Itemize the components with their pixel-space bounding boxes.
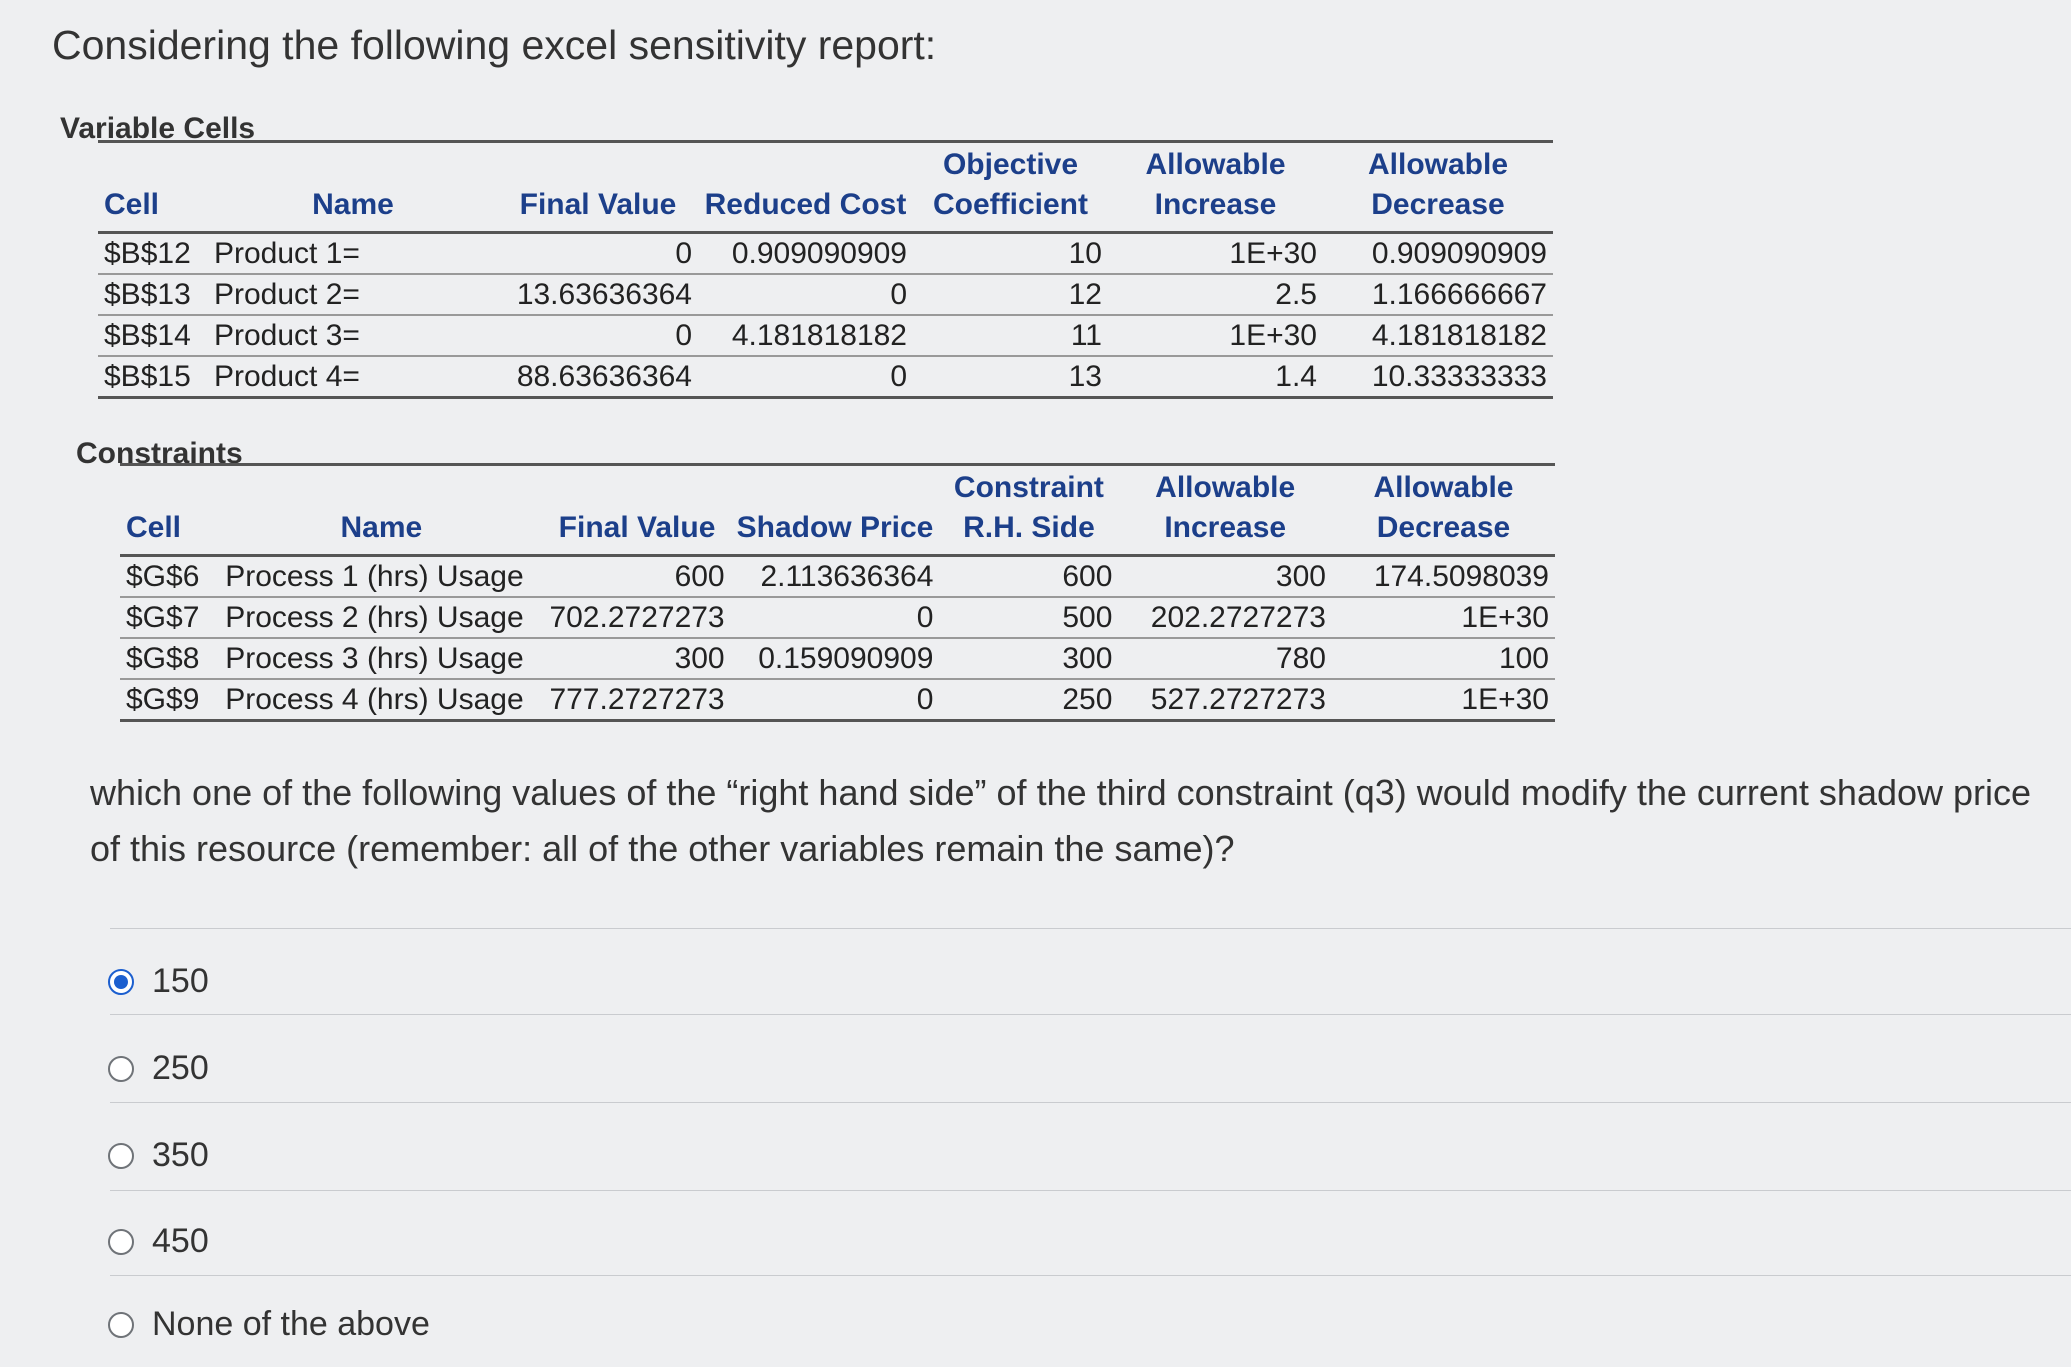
column-header: Allowable Decrease (1332, 465, 1555, 556)
divider (110, 928, 2071, 929)
table-cell: 1E+30 (1108, 233, 1323, 275)
column-header: Name (208, 142, 498, 233)
column-header: Constraint R.H. Side (939, 465, 1118, 556)
table-row (120, 638, 1555, 679)
table-cell: 4.181818182 (698, 315, 913, 356)
option-150[interactable] (108, 962, 209, 1001)
table-cell: 527.2727273 (1118, 679, 1332, 721)
table-cell: Process 4 (hrs) Usage (219, 679, 543, 721)
table-cell: Product 1= (208, 233, 498, 275)
table-cell: 1E+30 (1108, 315, 1323, 356)
table-cell: Product 4= (208, 356, 498, 398)
table-cell: 202.2727273 (1118, 597, 1332, 638)
table-cell: Product 3= (208, 315, 498, 356)
table-cell: $B$15 (98, 356, 208, 398)
table-cell: Product 2= (208, 274, 498, 315)
table-cell: 1E+30 (1332, 679, 1555, 721)
page-title: Considering the following excel sensitivity report: (52, 22, 937, 68)
option-label: 250 (152, 1049, 209, 1087)
table-header-row (98, 142, 1553, 233)
table-cell: $G$6 (120, 556, 219, 598)
table-cell: 13.63636364 (498, 274, 698, 315)
table-cell: 2.113636364 (731, 556, 940, 598)
divider (110, 1102, 2071, 1103)
column-header: Allowable Decrease (1323, 142, 1553, 233)
table-cell: 777.2727273 (543, 679, 730, 721)
table-cell: 300 (939, 638, 1118, 679)
table-cell: 100 (1332, 638, 1555, 679)
table-cell: 1E+30 (1332, 597, 1555, 638)
table-row (98, 274, 1553, 315)
table-cell: 4.181818182 (1323, 315, 1553, 356)
table-cell: 174.5098039 (1332, 556, 1555, 598)
table-row (98, 315, 1553, 356)
table-row (98, 356, 1553, 398)
table-cell: 600 (543, 556, 730, 598)
table-cell: 0 (698, 274, 913, 315)
table-cell: 300 (543, 638, 730, 679)
table-cell: 88.63636364 (498, 356, 698, 398)
table-cell: 500 (939, 597, 1118, 638)
radio-button[interactable] (108, 969, 134, 995)
table-cell: 1.166666667 (1323, 274, 1553, 315)
table-cell: 300 (1118, 556, 1332, 598)
column-header: Name (219, 465, 543, 556)
table-cell: 0 (731, 597, 940, 638)
table-cell: 250 (939, 679, 1118, 721)
table-row (120, 597, 1555, 638)
table-cell: 11 (913, 315, 1108, 356)
option-450[interactable] (108, 1222, 209, 1261)
table-cell: $G$9 (120, 679, 219, 721)
table-cell: 10.33333333 (1323, 356, 1553, 398)
divider (110, 1014, 2071, 1015)
option-label: 150 (152, 962, 209, 1000)
table-row (98, 233, 1553, 275)
variable-cells-table (98, 140, 1553, 399)
table-cell: $B$13 (98, 274, 208, 315)
option-250[interactable] (108, 1049, 209, 1088)
table-cell: $G$7 (120, 597, 219, 638)
table-row (120, 556, 1555, 598)
table-cell: 0.909090909 (1323, 233, 1553, 275)
divider (110, 1190, 2071, 1191)
column-header: Allowable Increase (1108, 142, 1323, 233)
table-cell: 10 (913, 233, 1108, 275)
table-cell: 780 (1118, 638, 1332, 679)
column-header: Cell (120, 465, 219, 556)
option-none-of-the-above[interactable] (108, 1305, 430, 1344)
table-cell: $G$8 (120, 638, 219, 679)
constraints-label: Constraints (76, 437, 243, 470)
table-cell: Process 3 (hrs) Usage (219, 638, 543, 679)
table-cell: $B$14 (98, 315, 208, 356)
table-cell: Process 2 (hrs) Usage (219, 597, 543, 638)
divider (110, 1275, 2071, 1276)
table-cell: $B$12 (98, 233, 208, 275)
table-cell: 12 (913, 274, 1108, 315)
constraints-table (120, 463, 1555, 722)
radio-button[interactable] (108, 1143, 134, 1169)
table-cell: 1.4 (1108, 356, 1323, 398)
option-label: 450 (152, 1222, 209, 1260)
column-header: Shadow Price (731, 465, 940, 556)
table-cell: Process 1 (hrs) Usage (219, 556, 543, 598)
table-cell: 600 (939, 556, 1118, 598)
table-cell: 0.159090909 (731, 638, 940, 679)
table-cell: 2.5 (1108, 274, 1323, 315)
option-label: 350 (152, 1136, 209, 1174)
table-cell: 0 (698, 356, 913, 398)
column-header: Cell (98, 142, 208, 233)
table-row (120, 679, 1555, 721)
radio-button[interactable] (108, 1312, 134, 1338)
table-cell: 0 (731, 679, 940, 721)
column-header: Final Value (543, 465, 730, 556)
column-header: Final Value (498, 142, 698, 233)
table-cell: 0 (498, 233, 698, 275)
column-header: Reduced Cost (698, 142, 913, 233)
radio-button[interactable] (108, 1056, 134, 1082)
column-header: Allowable Increase (1118, 465, 1332, 556)
radio-button[interactable] (108, 1229, 134, 1255)
variable-cells-label: Variable Cells (60, 112, 256, 145)
option-350[interactable] (108, 1136, 209, 1175)
option-label: None of the above (152, 1305, 430, 1343)
table-header-row (120, 465, 1555, 556)
table-cell: 0 (498, 315, 698, 356)
table-cell: 702.2727273 (543, 597, 730, 638)
question-text: which one of the following values of the “right hand side” of the third constraint (q3) would modify the current shadow price of this resource (remember: all of the other variables remain the same)? (90, 772, 2032, 869)
column-header: Objective Coefficient (913, 142, 1108, 233)
table-cell: 0.909090909 (698, 233, 913, 275)
table-cell: 13 (913, 356, 1108, 398)
